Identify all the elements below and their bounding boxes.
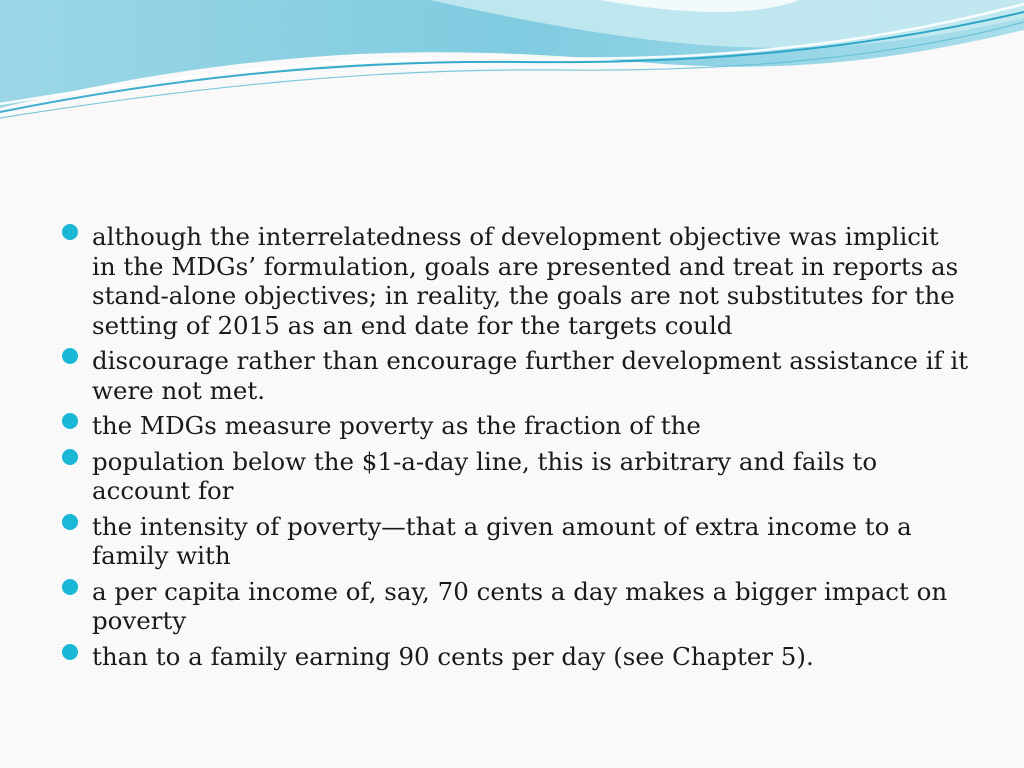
bullet-dot-icon <box>62 348 78 364</box>
bullet-item <box>60 642 970 672</box>
bullet-item <box>60 577 970 636</box>
bullet-item <box>60 222 970 340</box>
bullet-text: discourage rather than encourage further development assistance if it were not met. <box>92 346 969 405</box>
bullet-text: the MDGs measure poverty as the fraction of the <box>92 411 701 440</box>
bullet-text: although the interrelatedness of development objective was implicit in the MDGs’ formulation, goals are presented and treat in reports as stand-alone objectives; in reality, the goals are not substitutes for the setting of 2015 as an end date for the targets could <box>92 222 959 340</box>
bullet-item <box>60 447 970 506</box>
bullet-dot-icon <box>62 514 78 530</box>
bullet-item <box>60 346 970 405</box>
bullet-text: than to a family earning 90 cents per day (see Chapter 5). <box>92 641 814 671</box>
bullet-text: the intensity of poverty—that a given amount of extra income to a family with <box>92 511 912 570</box>
bullet-dot-icon <box>62 579 78 595</box>
bullet-text: a per capita income of, say, 70 cents a day makes a bigger impact on poverty <box>92 576 948 635</box>
bullet-text: population below the $1-a-day line, this is arbitrary and fails to account for <box>92 446 878 505</box>
bullet-item <box>60 512 970 571</box>
bullet-dot-icon <box>62 449 78 465</box>
slide-content <box>60 222 970 677</box>
bullet-item <box>60 411 970 441</box>
bullet-list <box>60 222 970 671</box>
bullet-dot-icon <box>62 413 78 429</box>
header-wave-decoration <box>0 0 1024 130</box>
bullet-dot-icon <box>62 224 78 240</box>
bullet-dot-icon <box>62 644 78 660</box>
